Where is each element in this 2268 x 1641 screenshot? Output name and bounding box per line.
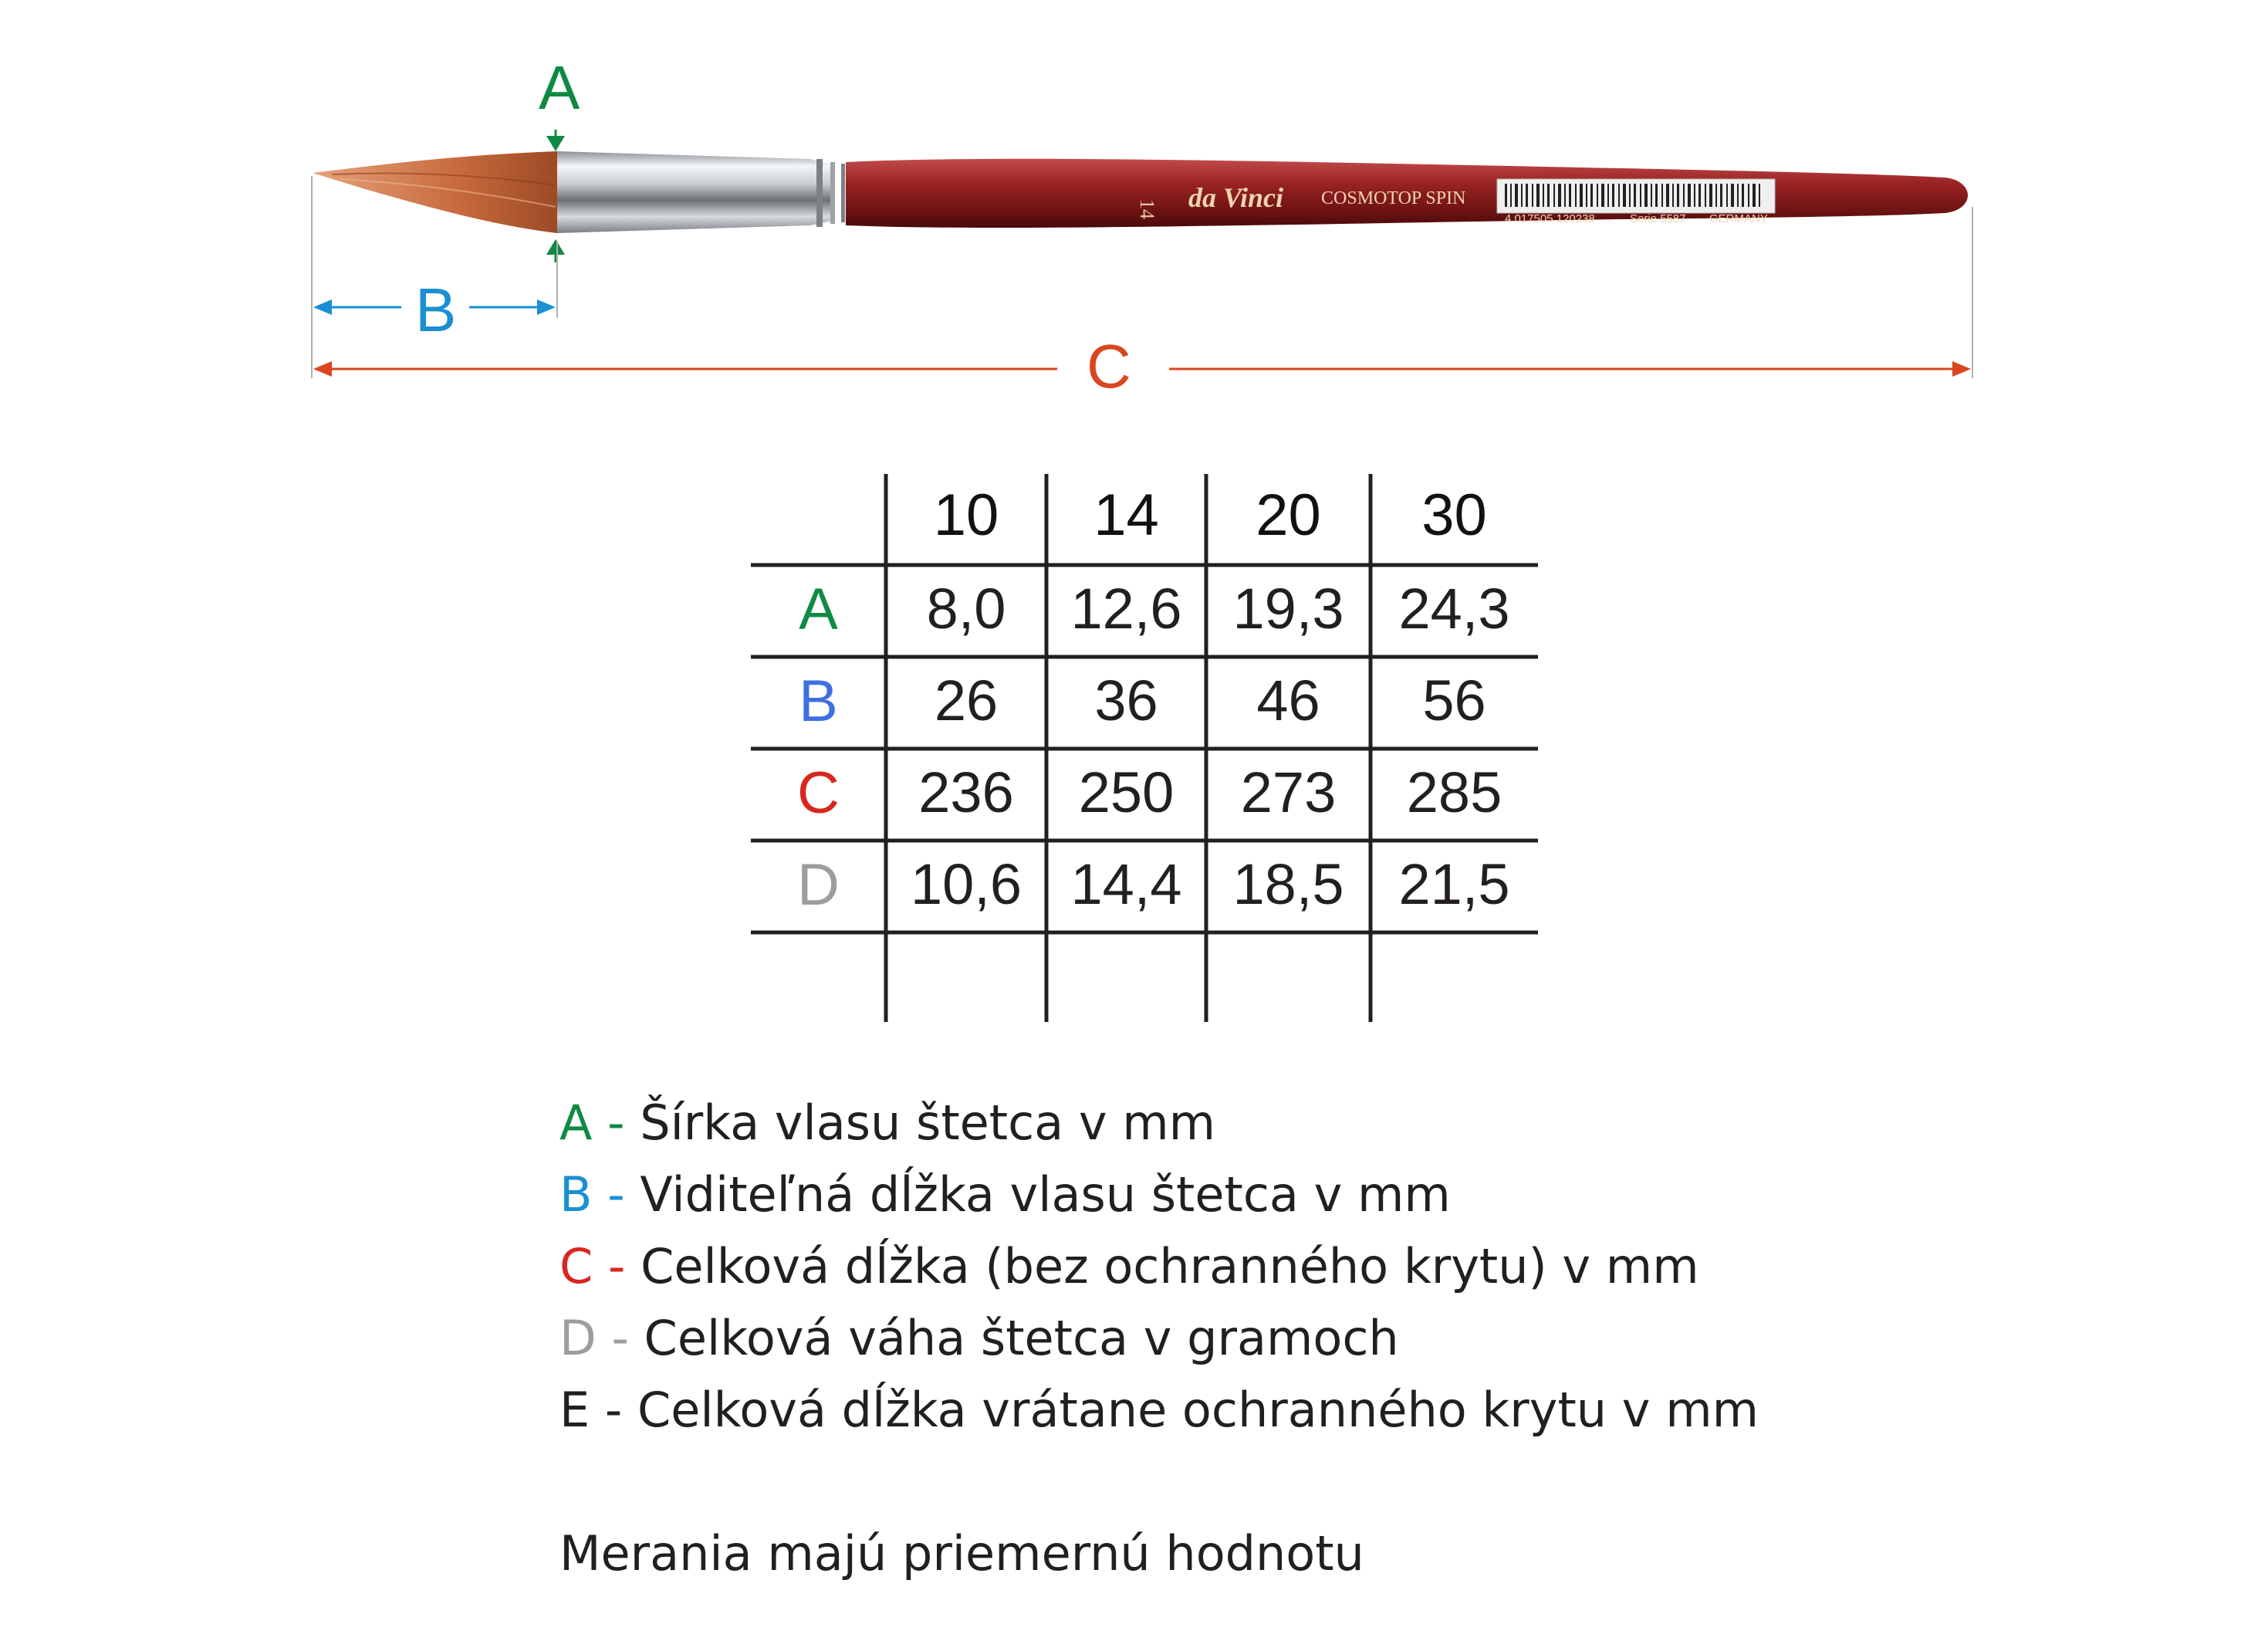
table-cell: 24,3 xyxy=(1398,577,1510,641)
legend-item-d xyxy=(559,1310,1399,1366)
legend-dash: - xyxy=(592,1166,641,1223)
table-cell: 8,0 xyxy=(926,577,1006,641)
brush-serie: Serie 5587 xyxy=(1630,212,1686,225)
legend-dash: - xyxy=(596,1310,644,1366)
table-cell: 46 xyxy=(1256,668,1320,733)
legend-key: D xyxy=(559,1310,597,1366)
legend-text: Celková váha štetca v gramoch xyxy=(644,1310,1399,1366)
brush-barcode-number: 4 017505 120238 xyxy=(1505,212,1595,225)
legend-item-c xyxy=(559,1238,1699,1294)
column-header: 14 xyxy=(1093,482,1159,548)
measurement-note: Merania majú priemernú hodnotu xyxy=(559,1525,1364,1582)
table-cell: 236 xyxy=(918,760,1014,824)
table-cell: 10,6 xyxy=(910,852,1022,916)
legend-item-a xyxy=(559,1095,1216,1151)
legend-dash: - xyxy=(590,1382,637,1438)
legend-item-e xyxy=(559,1382,1759,1438)
legend-text: Šírka vlasu štetca v mm xyxy=(640,1095,1216,1151)
brush-size-mark: 14 xyxy=(1136,199,1158,219)
column-header: 20 xyxy=(1256,482,1321,548)
brush-origin: GERMANY xyxy=(1709,212,1768,225)
row-label-b: B xyxy=(799,668,838,734)
column-header: 10 xyxy=(933,482,999,548)
legend-key: A xyxy=(559,1095,593,1151)
table-cell: 26 xyxy=(934,668,999,733)
legend-dash: - xyxy=(592,1095,641,1151)
table-cell: 14,4 xyxy=(1070,852,1182,916)
legend-key: C xyxy=(559,1238,593,1294)
table-cell: 273 xyxy=(1240,760,1337,824)
dimension-label-a: A xyxy=(539,53,580,122)
brush-product: COSMOTOP SPIN xyxy=(1321,188,1466,208)
legend-key: B xyxy=(559,1166,593,1223)
dimension-label-c: C xyxy=(1087,332,1131,401)
table-cell: 250 xyxy=(1078,760,1175,824)
table-cell: 19,3 xyxy=(1232,577,1344,641)
column-header: 30 xyxy=(1421,482,1487,548)
table-cell: 18,5 xyxy=(1232,852,1344,916)
legend-text: Celková dĺžka vrátane ochranného krytu v mm xyxy=(637,1382,1759,1438)
table-cell: 56 xyxy=(1422,668,1486,733)
row-label-c: C xyxy=(797,760,840,826)
legend-key: E xyxy=(559,1382,590,1438)
legend-dash: - xyxy=(593,1238,641,1294)
row-label-d: D xyxy=(797,852,840,918)
dimension-label-b: B xyxy=(415,276,457,344)
row-label-a: A xyxy=(799,577,838,642)
legend-text: Viditeľná dĺžka vlasu štetca v mm xyxy=(640,1166,1451,1223)
table-cell: 285 xyxy=(1406,760,1502,824)
brush-brand: da Vinci xyxy=(1188,182,1284,213)
table-cell: 36 xyxy=(1094,668,1158,733)
legend-text: Celková dĺžka (bez ochranného krytu) v mm xyxy=(641,1238,1699,1294)
legend-item-b xyxy=(559,1166,1451,1223)
table-cell: 12,6 xyxy=(1070,577,1182,641)
table-cell: 21,5 xyxy=(1398,852,1510,916)
